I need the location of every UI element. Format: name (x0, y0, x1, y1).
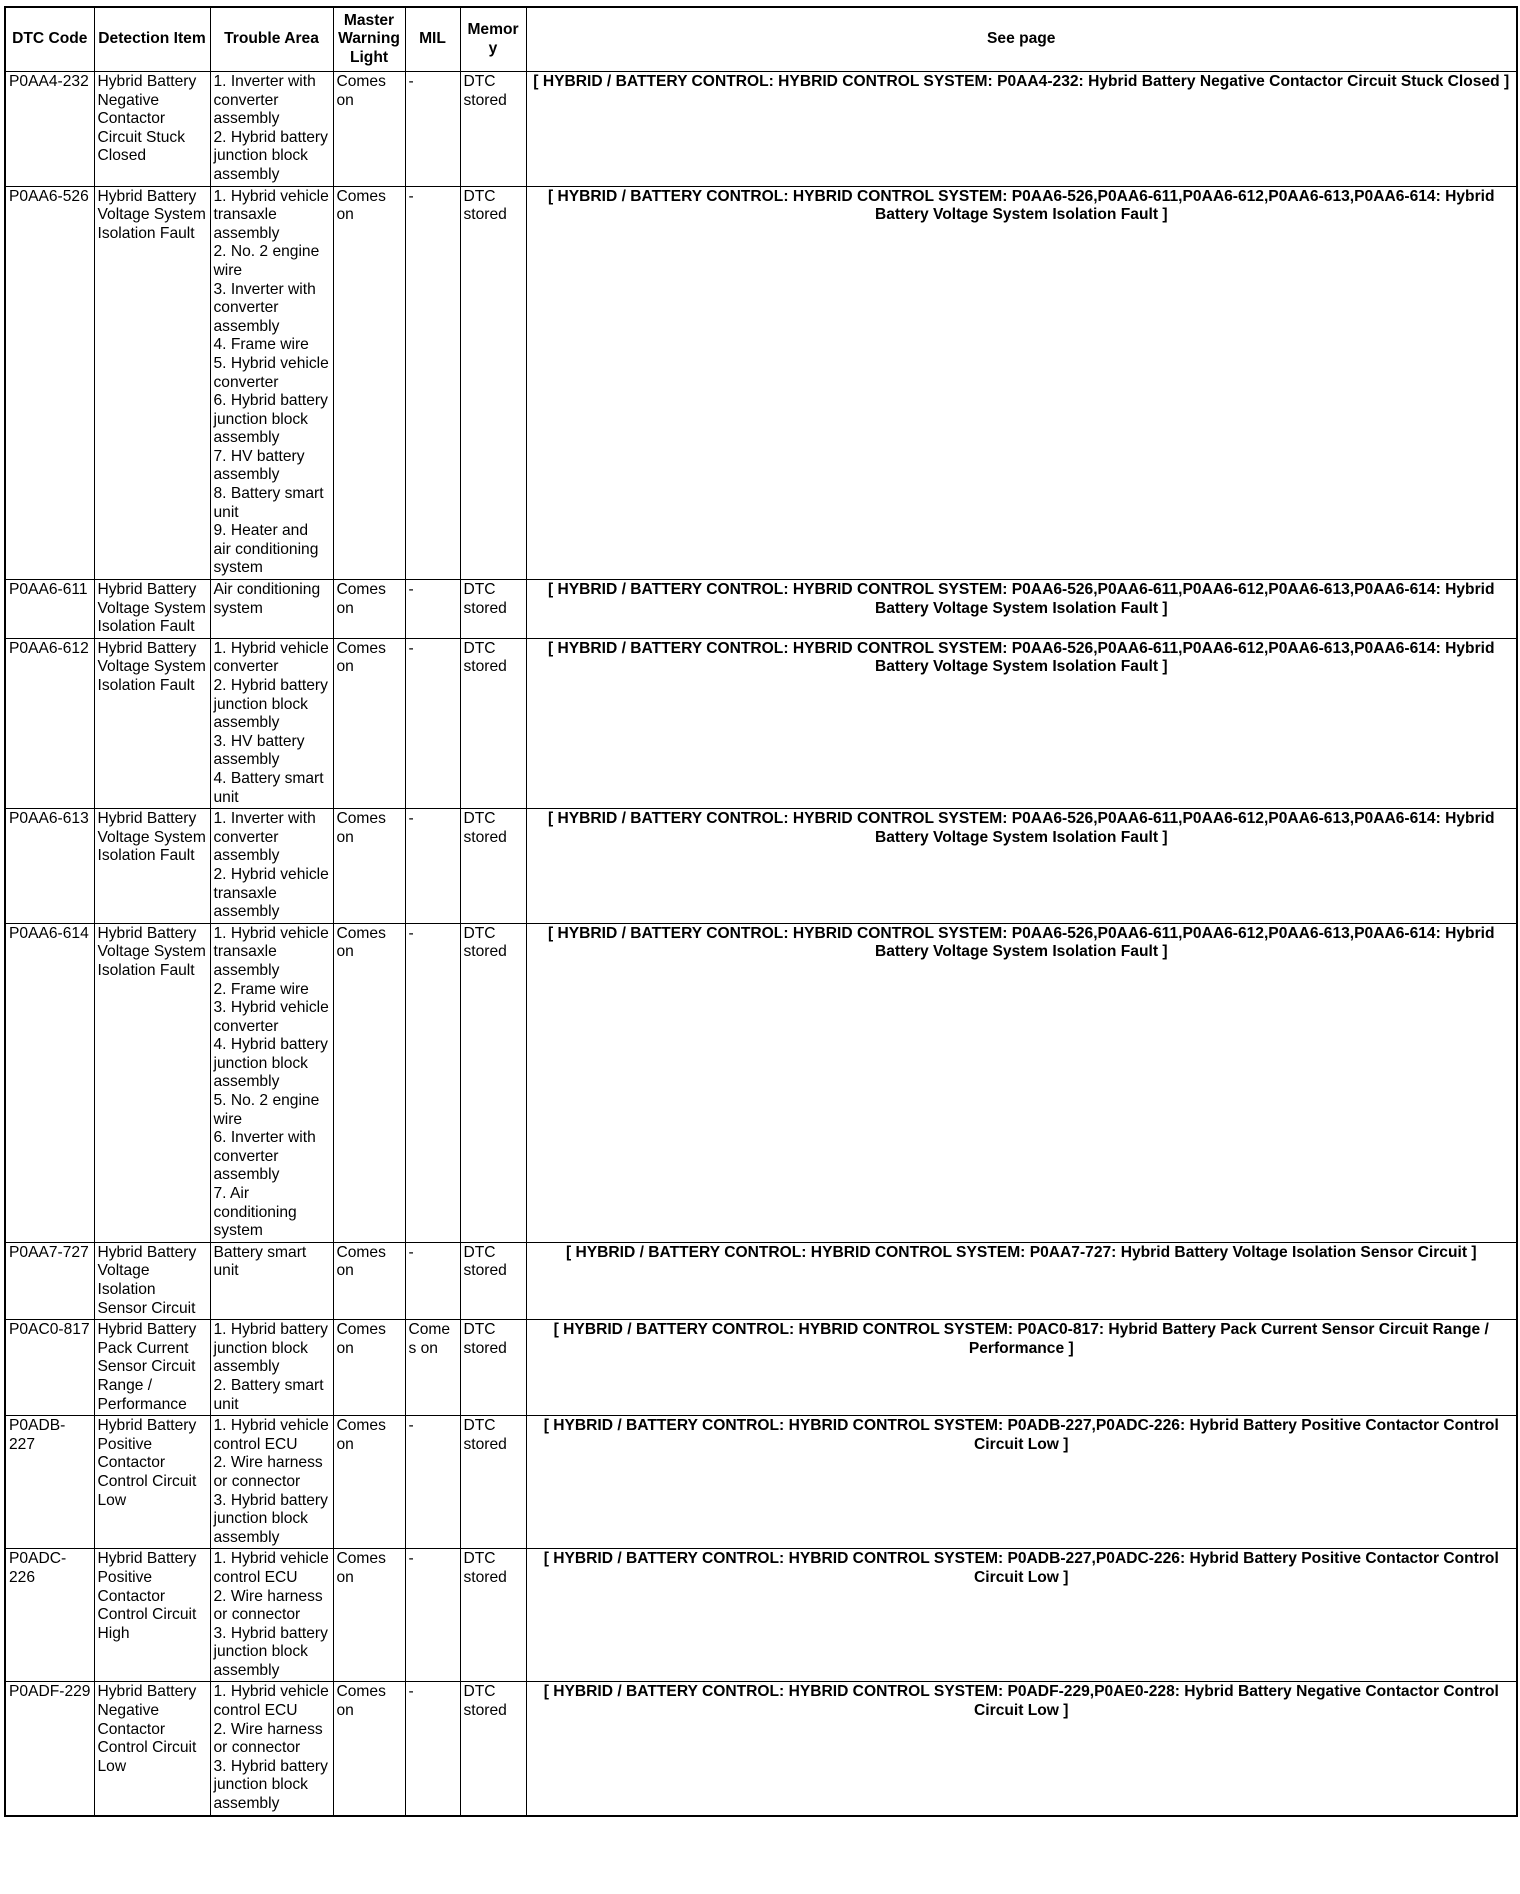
mil-cell: - (405, 923, 460, 1242)
trouble-area-cell: 1. Hybrid vehicle control ECU 2. Wire harness or connector 3. Hybrid battery junction block assembly (210, 1549, 333, 1682)
detection-item-cell: Hybrid Battery Negative Contactor Circuit Stuck Closed (94, 72, 210, 187)
dtc-table (4, 6, 1518, 1817)
table-row (5, 923, 1517, 1242)
trouble-area-cell: Air conditioning system (210, 580, 333, 639)
see-page-link[interactable]: [ HYBRID / BATTERY CONTROL: HYBRID CONTROL SYSTEM: P0AA6-526,P0AA6-611,P0AA6-612,P0AA6-613,P0AA6-614: Hybrid Battery Voltage System Isolation Fault ] (526, 809, 1517, 924)
trouble-area-cell: 1. Hybrid vehicle control ECU 2. Wire harness or connector 3. Hybrid battery junction block assembly (210, 1416, 333, 1549)
see-page-link[interactable]: [ HYBRID / BATTERY CONTROL: HYBRID CONTROL SYSTEM: P0ADB-227,P0ADC-226: Hybrid Battery Positive Contactor Control Circuit Low ] (526, 1416, 1517, 1549)
master-warning-cell: Comes on (333, 1320, 405, 1416)
master-warning-cell: Comes on (333, 923, 405, 1242)
see-page-link[interactable]: [ HYBRID / BATTERY CONTROL: HYBRID CONTROL SYSTEM: P0AA4-232: Hybrid Battery Negative Contactor Circuit Stuck Closed ] (526, 72, 1517, 187)
trouble-area-cell: 1. Hybrid vehicle transaxle assembly 2. Frame wire 3. Hybrid vehicle converter 4. Hybrid battery junction block assembly 5. No. 2 engine wire 6. Inverter with converter assembly 7. Air conditioning system (210, 923, 333, 1242)
mil-cell: - (405, 580, 460, 639)
see-page-link[interactable]: [ HYBRID / BATTERY CONTROL: HYBRID CONTROL SYSTEM: P0ADB-227,P0ADC-226: Hybrid Battery Positive Contactor Control Circuit Low ] (526, 1549, 1517, 1682)
detection-item-cell: Hybrid Battery Positive Contactor Control Circuit Low (94, 1416, 210, 1549)
mil-cell: - (405, 1242, 460, 1319)
see-page-link[interactable]: [ HYBRID / BATTERY CONTROL: HYBRID CONTROL SYSTEM: P0AA7-727: Hybrid Battery Voltage Isolation Sensor Circuit ] (526, 1242, 1517, 1319)
memory-cell: DTC stored (460, 580, 526, 639)
trouble-area-cell: 1. Inverter with converter assembly 2. Hybrid vehicle transaxle assembly (210, 809, 333, 924)
detection-item-cell: Hybrid Battery Voltage System Isolation Fault (94, 186, 210, 579)
trouble-area-cell: Battery smart unit (210, 1242, 333, 1319)
mil-cell: - (405, 1682, 460, 1816)
memory-cell: DTC stored (460, 1549, 526, 1682)
mil-cell: - (405, 1549, 460, 1682)
dtc-code-cell: P0AA6-614 (5, 923, 94, 1242)
master-warning-cell: Comes on (333, 186, 405, 579)
master-warning-cell: Comes on (333, 1549, 405, 1682)
memory-cell: DTC stored (460, 923, 526, 1242)
table-body (5, 72, 1517, 1816)
master-warning-cell: Comes on (333, 1242, 405, 1319)
dtc-code-cell: P0AC0-817 (5, 1320, 94, 1416)
mil-cell: Comes on (405, 1320, 460, 1416)
trouble-area-cell: 1. Hybrid battery junction block assembly 2. Battery smart unit (210, 1320, 333, 1416)
mil-cell: - (405, 1416, 460, 1549)
detection-item-cell: Hybrid Battery Voltage System Isolation Fault (94, 923, 210, 1242)
header-detection-item: Detection Item (94, 7, 210, 72)
header-dtc-code: DTC Code (5, 7, 94, 72)
detection-item-cell: Hybrid Battery Voltage Isolation Sensor Circuit (94, 1242, 210, 1319)
detection-item-cell: Hybrid Battery Positive Contactor Control Circuit High (94, 1549, 210, 1682)
master-warning-cell: Comes on (333, 1416, 405, 1549)
memory-cell: DTC stored (460, 1242, 526, 1319)
see-page-link[interactable]: [ HYBRID / BATTERY CONTROL: HYBRID CONTROL SYSTEM: P0AA6-526,P0AA6-611,P0AA6-612,P0AA6-613,P0AA6-614: Hybrid Battery Voltage System Isolation Fault ] (526, 580, 1517, 639)
table-row (5, 186, 1517, 579)
detection-item-cell: Hybrid Battery Negative Contactor Control Circuit Low (94, 1682, 210, 1816)
see-page-link[interactable]: [ HYBRID / BATTERY CONTROL: HYBRID CONTROL SYSTEM: P0ADF-229,P0AE0-228: Hybrid Battery Negative Contactor Control Circuit Low ] (526, 1682, 1517, 1816)
trouble-area-cell: 1. Hybrid vehicle transaxle assembly 2. No. 2 engine wire 3. Inverter with converter assembly 4. Frame wire 5. Hybrid vehicle converter 6. Hybrid battery junction block assembly 7. HV battery assembly 8. Battery smart unit 9. Heater and air conditioning system (210, 186, 333, 579)
dtc-code-cell: P0AA6-611 (5, 580, 94, 639)
master-warning-cell: Comes on (333, 72, 405, 187)
dtc-code-cell: P0AA6-613 (5, 809, 94, 924)
table-row (5, 1242, 1517, 1319)
master-warning-cell: Comes on (333, 580, 405, 639)
master-warning-cell: Comes on (333, 638, 405, 808)
memory-cell: DTC stored (460, 809, 526, 924)
dtc-code-cell: P0AA6-612 (5, 638, 94, 808)
mil-cell: - (405, 186, 460, 579)
header-see-page: See page (526, 7, 1517, 72)
memory-cell: DTC stored (460, 1320, 526, 1416)
detection-item-cell: Hybrid Battery Pack Current Sensor Circuit Range / Performance (94, 1320, 210, 1416)
header-master-warning-light: Master Warning Light (333, 7, 405, 72)
dtc-code-cell: P0AA4-232 (5, 72, 94, 187)
table-row (5, 638, 1517, 808)
master-warning-cell: Comes on (333, 1682, 405, 1816)
memory-cell: DTC stored (460, 1682, 526, 1816)
table-row (5, 1549, 1517, 1682)
table-row (5, 1682, 1517, 1816)
table-row (5, 809, 1517, 924)
trouble-area-cell: 1. Inverter with converter assembly 2. Hybrid battery junction block assembly (210, 72, 333, 187)
trouble-area-cell: 1. Hybrid vehicle converter 2. Hybrid battery junction block assembly 3. HV battery assembly 4. Battery smart unit (210, 638, 333, 808)
table-row (5, 72, 1517, 187)
detection-item-cell: Hybrid Battery Voltage System Isolation Fault (94, 809, 210, 924)
mil-cell: - (405, 809, 460, 924)
dtc-code-cell: P0AA6-526 (5, 186, 94, 579)
header-row (5, 7, 1517, 72)
mil-cell: - (405, 72, 460, 187)
see-page-link[interactable]: [ HYBRID / BATTERY CONTROL: HYBRID CONTROL SYSTEM: P0AC0-817: Hybrid Battery Pack Current Sensor Circuit Range / Performance ] (526, 1320, 1517, 1416)
see-page-link[interactable]: [ HYBRID / BATTERY CONTROL: HYBRID CONTROL SYSTEM: P0AA6-526,P0AA6-611,P0AA6-612,P0AA6-613,P0AA6-614: Hybrid Battery Voltage System Isolation Fault ] (526, 923, 1517, 1242)
memory-cell: DTC stored (460, 638, 526, 808)
table-header (5, 7, 1517, 72)
dtc-code-cell: P0ADB-227 (5, 1416, 94, 1549)
table-row (5, 1416, 1517, 1549)
table-row (5, 1320, 1517, 1416)
header-mil: MIL (405, 7, 460, 72)
trouble-area-cell: 1. Hybrid vehicle control ECU 2. Wire harness or connector 3. Hybrid battery junction block assembly (210, 1682, 333, 1816)
dtc-code-cell: P0AA7-727 (5, 1242, 94, 1319)
dtc-code-cell: P0ADF-229 (5, 1682, 94, 1816)
master-warning-cell: Comes on (333, 809, 405, 924)
mil-cell: - (405, 638, 460, 808)
header-trouble-area: Trouble Area (210, 7, 333, 72)
dtc-table-page (4, 6, 1516, 1817)
header-memory: Memory (460, 7, 526, 72)
memory-cell: DTC stored (460, 186, 526, 579)
dtc-code-cell: P0ADC-226 (5, 1549, 94, 1682)
see-page-link[interactable]: [ HYBRID / BATTERY CONTROL: HYBRID CONTROL SYSTEM: P0AA6-526,P0AA6-611,P0AA6-612,P0AA6-613,P0AA6-614: Hybrid Battery Voltage System Isolation Fault ] (526, 638, 1517, 808)
detection-item-cell: Hybrid Battery Voltage System Isolation Fault (94, 638, 210, 808)
memory-cell: DTC stored (460, 1416, 526, 1549)
detection-item-cell: Hybrid Battery Voltage System Isolation Fault (94, 580, 210, 639)
table-row (5, 580, 1517, 639)
see-page-link[interactable]: [ HYBRID / BATTERY CONTROL: HYBRID CONTROL SYSTEM: P0AA6-526,P0AA6-611,P0AA6-612,P0AA6-613,P0AA6-614: Hybrid Battery Voltage System Isolation Fault ] (526, 186, 1517, 579)
memory-cell: DTC stored (460, 72, 526, 187)
